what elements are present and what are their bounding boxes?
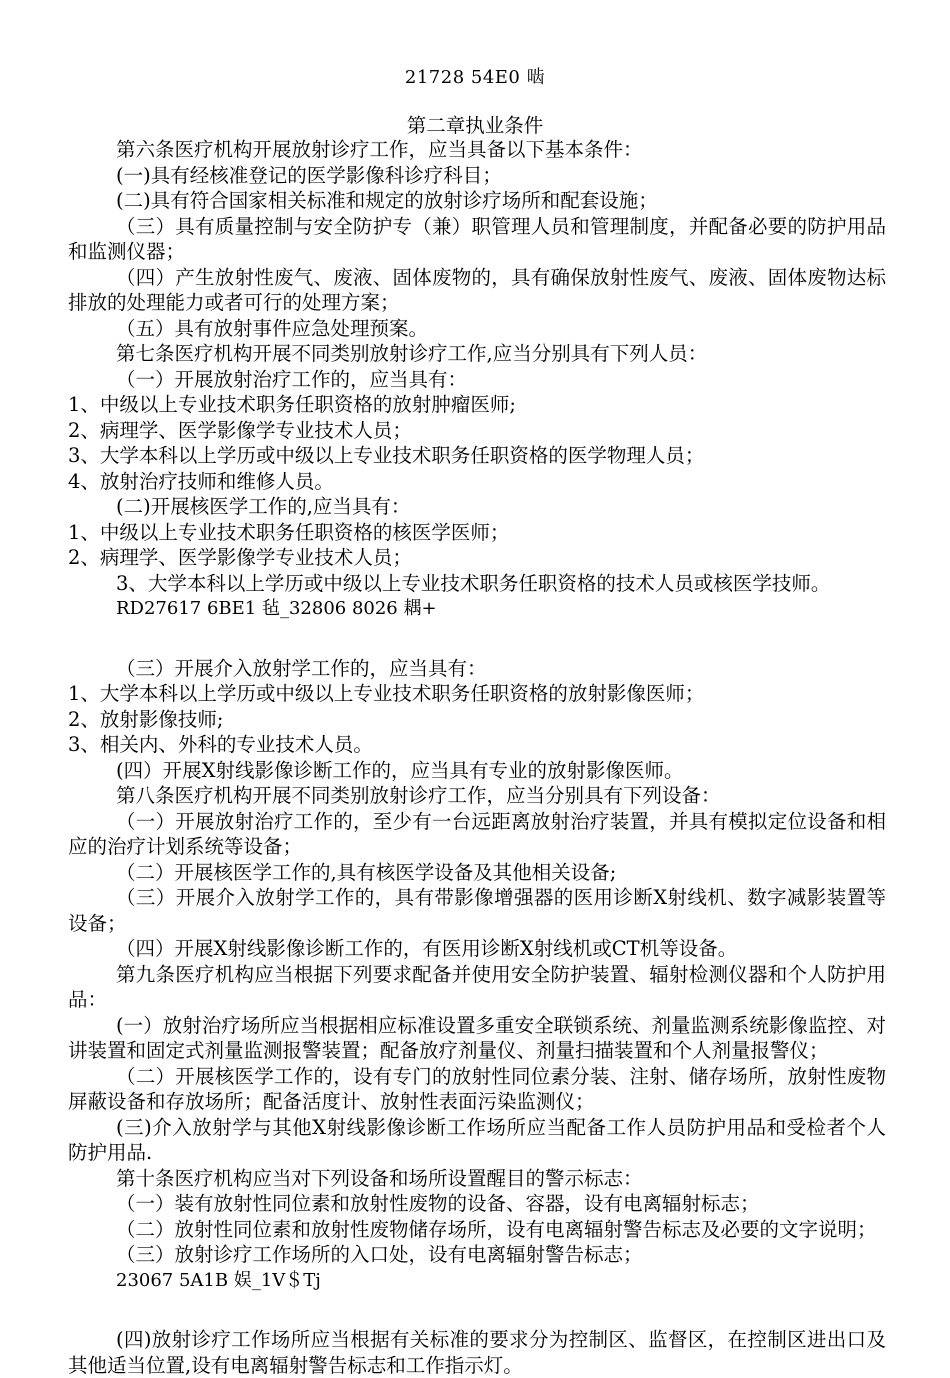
- article-6-title: 第六条医疗机构开展放射诊疗工作，应当具备以下基本条件：: [116, 138, 643, 161]
- article-8-item-4: （四）开展X射线影像诊断工作的，有医用诊断X射线机或CT机等设备。: [116, 937, 738, 960]
- article-7-section-4: (四）开展X射线影像诊断工作的，应当具有专业的放射影像医师。: [116, 758, 684, 782]
- article-7-section-3-item-1: 1、大学本科以上学历或中级以上专业技术职务任职资格的放射影像医师；: [68, 682, 705, 705]
- article-6-item-3: （三）具有质量控制与安全防护专（兼）职管理人员和管理制度，并配备必要的防护用品和监测仪器；: [68, 214, 886, 263]
- article-6-item-1: (一)具有经核准登记的医学影像科诊疗科目；: [116, 163, 502, 187]
- article-10-title: 第十条医疗机构应当对下列设备和场所设置醒目的警示标志：: [116, 1166, 643, 1190]
- article-7-section-1: （一）开展放射治疗工作的，应当具有：: [116, 367, 468, 391]
- article-7-section-1-item-2: 2、病理学、医学影像学专业技术人员；: [68, 418, 412, 442]
- article-7-section-3: （三）开展介入放射学工作的，应当具有：: [116, 656, 487, 680]
- article-9-item-1: (一）放射治疗场所应当根据相应标准设置多重安全联锁系统、剂量监测系统影像监控、对讲装置和固定式剂量监测报警装置；配备放疗剂量仪、剂量扫描装置和个人剂量报警仪；: [68, 1013, 886, 1062]
- article-7-section-3-item-2: 2、放射影像技师;: [68, 707, 224, 731]
- article-9-item-2: （二）开展核医学工作的，设有专门的放射性同位素分装、注射、储存场所，放射性废物屏蔽设备和存放场所；配备活度计、放射性表面污染监测仪；: [68, 1064, 886, 1113]
- article-10-item-1: （一）装有放射性同位素和放射性废物的设备、容器，设有电离辐射标志；: [116, 1192, 760, 1215]
- article-7-section-2-item-2: 2、病理学、医学影像学专业技术人员；: [68, 546, 412, 569]
- article-6-item-2: (二)具有符合国家相关标准和规定的放射诊疗场所和配套设施；: [116, 189, 658, 212]
- article-7-section-2: (二)开展核医学工作的,应当具有：: [116, 495, 411, 518]
- article-7-section-1-item-1: 1、中级以上专业技术职务任职资格的放射肿瘤医师;: [68, 393, 516, 416]
- article-7-section-3-item-3: 3、相关内、外科的专业技术人员。: [68, 733, 373, 756]
- article-7-section-2-item-1: 1、中级以上专业技术职务任职资格的核医学医师；: [68, 520, 510, 544]
- article-7-section-2-item-3: 3、大学本科以上学历或中级以上专业技术职务任职资格的技术人员或核医学技师。: [116, 571, 831, 595]
- article-8-item-1: （一）开展放射治疗工作的，至少有一台远距离放射治疗装置，并具有模拟定位设备和相应的治疗计划系统等设备；: [68, 809, 886, 858]
- article-8-item-2: （二）开展核医学工作的,具有核医学设备及其他相关设备;: [116, 860, 617, 884]
- article-10-item-3: （三）放射诊疗工作场所的入口处，设有电离辐射警告标志；: [116, 1243, 643, 1266]
- spacer: [68, 1293, 886, 1327]
- article-9-title: 第九条医疗机构应当根据下列要求配备并使用安全防护装置、辐射检测仪器和个人防护用品：: [68, 962, 886, 1011]
- article-10-item-2: （二）放射性同位素和放射性废物储存场所，设有电离辐射警告标志及必要的文字说明；: [116, 1217, 877, 1241]
- document-body: [68, 137, 886, 1378]
- page-code-2: 23067 5A1B 娱_1V＄Tj: [116, 1269, 321, 1291]
- article-6-item-5: （五）具有放射事件应急处理预案。: [116, 316, 429, 340]
- spacer: [68, 622, 886, 656]
- article-7-section-1-item-4: 4、放射治疗技师和维修人员。: [68, 469, 334, 493]
- article-6-item-4: （四）产生放射性废气、废液、固体废物的，具有确保放射性废气、废液、固体废物达标排放的处理能力或者可行的处理方案；: [68, 265, 886, 314]
- article-9-item-3: (三)介入放射学与其他X射线影像诊断工作场所应当配备工作人员防护用品和受检者个人防护用品.: [68, 1115, 886, 1164]
- article-7-section-1-item-3: 3、大学本科以上学历或中级以上专业技术职务任职资格的医学物理人员；: [68, 444, 705, 467]
- article-8-item-3: （三）开展介入放射学工作的，具有带影像增强器的医用诊断X射线机、数字减影装置等设备；: [68, 886, 886, 935]
- page-header: 21728 54E0 啮: [404, 67, 546, 88]
- page-code-1: RD27617 6BE1 毡_32806 8026 耦+: [116, 598, 437, 619]
- chapter-title: 第二章执业条件: [406, 114, 544, 137]
- article-10-item-4: (四)放射诊疗工作场所应当根据有关标准的要求分为控制区、监督区，在控制区进出口及其他适当位置,设有电离辐射警告标志和工作指示灯。: [68, 1328, 886, 1377]
- article-7-title: 第七条医疗机构开展不同类别放射诊疗工作,应当分别具有下列人员：: [116, 342, 708, 365]
- article-8-title: 第八条医疗机构开展不同类别放射诊疗工作，应当分别具有下列设备：: [116, 784, 721, 807]
